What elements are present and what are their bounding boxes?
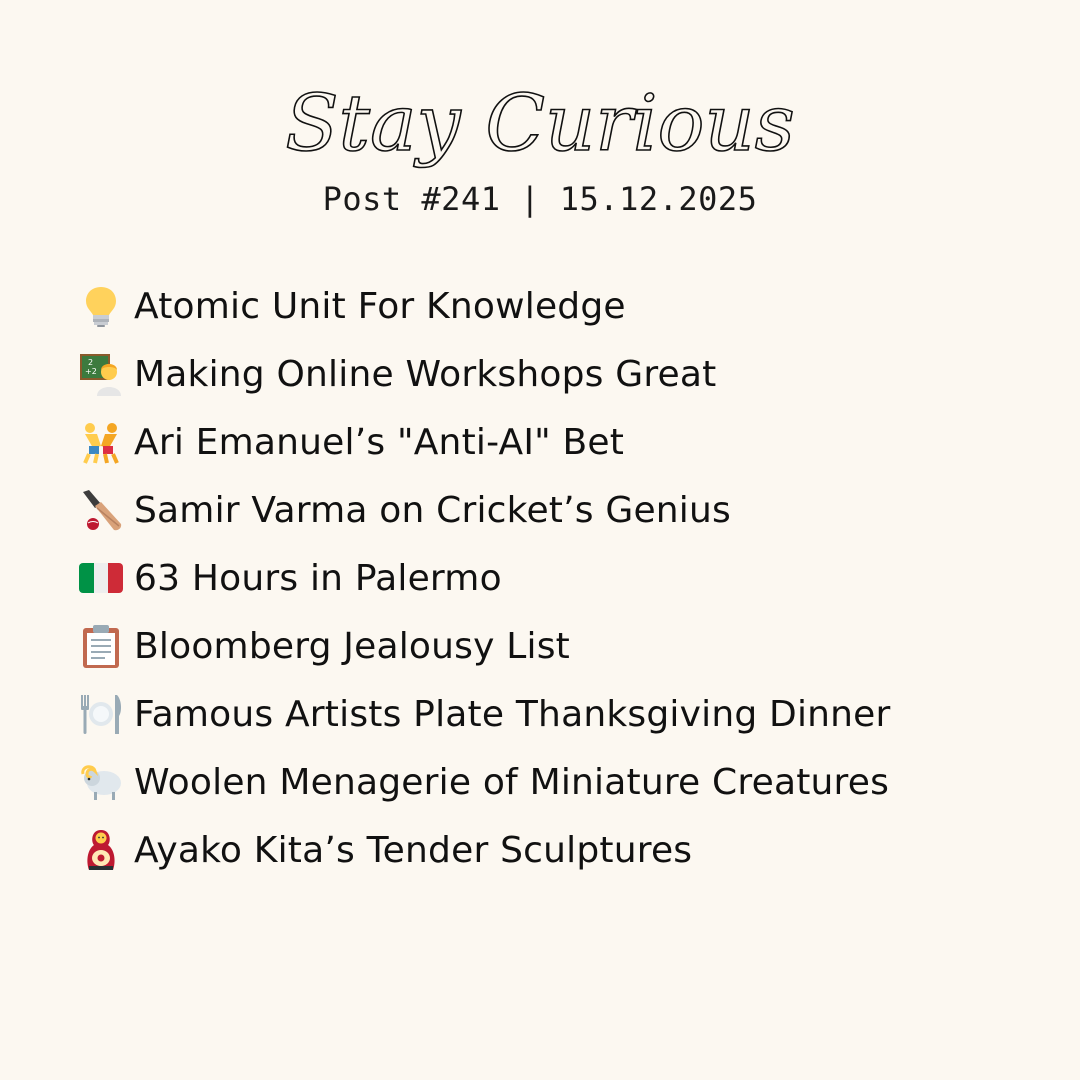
nesting-doll-icon [78, 827, 124, 873]
page-title [230, 78, 850, 178]
item-label: Atomic Unit For Knowledge [134, 285, 626, 327]
svg-text:Stay Curious: Stay Curious [285, 79, 795, 169]
item-label: Ayako Kita’s Tender Sculptures [134, 829, 693, 871]
list-item[interactable] [78, 544, 1038, 612]
cricket-icon [78, 487, 124, 533]
list-item[interactable] [78, 272, 1038, 340]
list-item[interactable] [78, 408, 1038, 476]
item-label: Woolen Menagerie of Miniature Creatures [134, 761, 890, 803]
clipboard-icon [78, 623, 124, 669]
header [0, 78, 1080, 218]
list-item[interactable] [78, 476, 1038, 544]
item-label: Famous Artists Plate Thanksgiving Dinner [134, 693, 891, 735]
list-item[interactable] [78, 748, 1038, 816]
plate-cutlery-icon [78, 691, 124, 737]
ram-icon [78, 759, 124, 805]
italy-flag-icon [78, 555, 124, 601]
list-item[interactable] [78, 816, 1038, 884]
list-item[interactable] [78, 340, 1038, 408]
list-item[interactable] [78, 612, 1038, 680]
item-label: Ari Emanuel’s "Anti-AI" Bet [134, 421, 625, 463]
wrestlers-icon [78, 419, 124, 465]
item-label: Samir Varma on Cricket’s Genius [134, 489, 731, 531]
svg-text:2: 2 [88, 358, 94, 367]
svg-text:+2: +2 [85, 367, 97, 376]
item-label: 63 Hours in Palermo [134, 557, 502, 599]
topic-list [78, 272, 1038, 884]
item-label: Bloomberg Jealousy List [134, 625, 570, 667]
post-subtitle: Post #241 | 15.12.2025 [322, 180, 758, 218]
lightbulb-icon [78, 283, 124, 329]
item-label: Making Online Workshops Great [134, 353, 717, 395]
list-item[interactable] [78, 680, 1038, 748]
teacher-icon [78, 351, 124, 397]
